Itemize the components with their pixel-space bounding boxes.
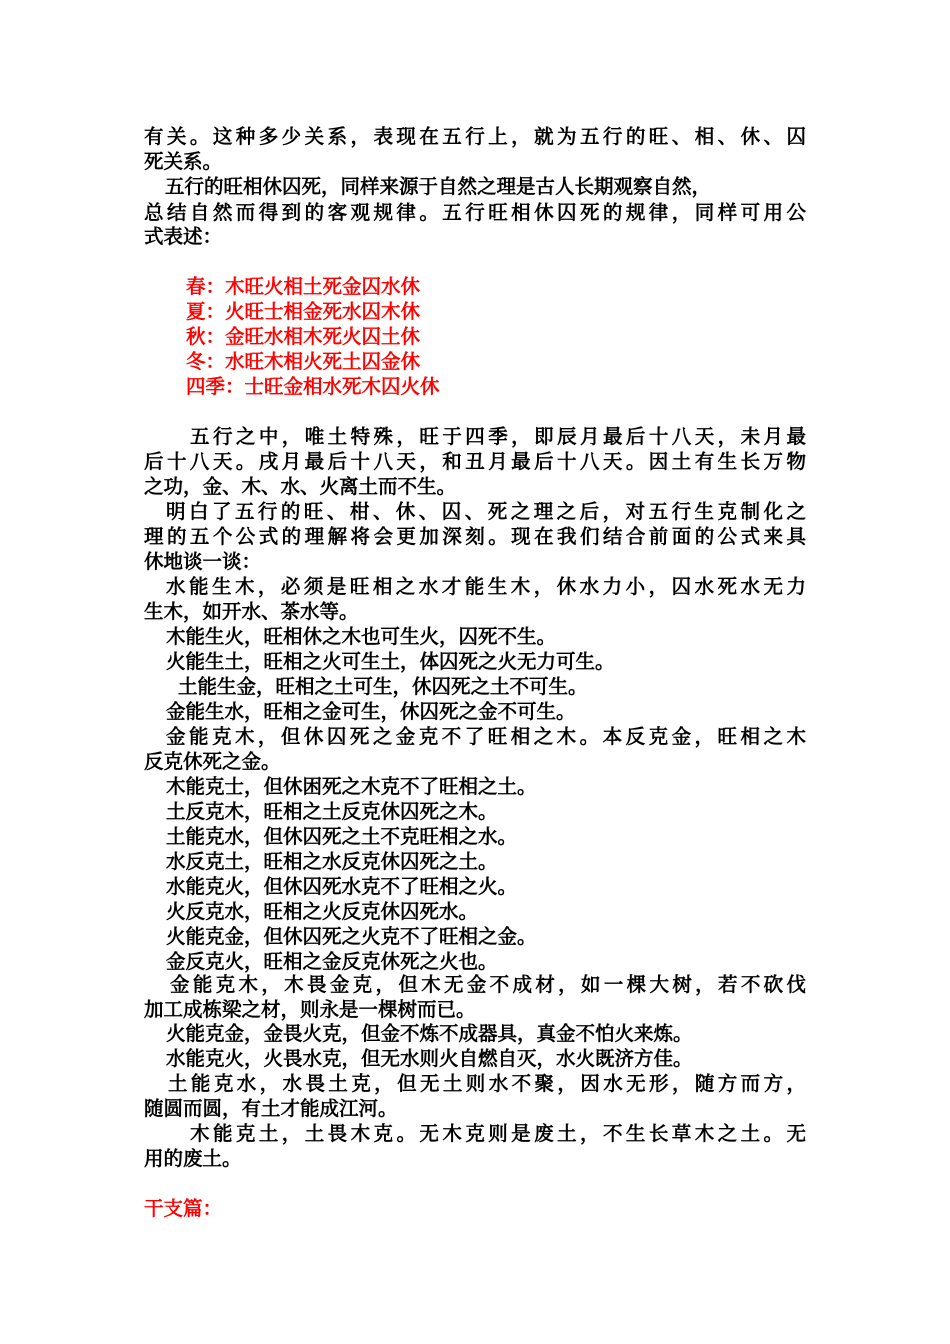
rule-line: 金能克木，但休囚死之金克不了旺相之木。本反克金，旺相之木 bbox=[166, 725, 806, 748]
rule-line: 木能克士，但休困死之木克不了旺相之土。 bbox=[166, 775, 537, 798]
rule-line: 用的废土。 bbox=[144, 1147, 242, 1170]
rule-line: 随圆而圆，有土才能成江河。 bbox=[144, 1097, 398, 1120]
rule-line: 木能克土，土畏木克。无木克则是废土，不生长草木之土。无 bbox=[190, 1122, 806, 1145]
rule-line: 火能生土，旺相之火可生土，体囚死之火无力可生。 bbox=[166, 650, 615, 673]
rule-line: 土能克水，水畏土克，但无土则水不聚，因水无形，随方而方， bbox=[168, 1072, 806, 1095]
rule-line: 反克休死之金。 bbox=[144, 750, 281, 773]
rule-line: 木能生火，旺相休之木也可生火，囚死不生。 bbox=[166, 625, 557, 648]
rule-line: 水能克火，火畏水克，但无水则火自燃自灭，水火既济方佳。 bbox=[166, 1047, 693, 1070]
rule-line: 加工成栋梁之材，则永是一棵树而已。 bbox=[144, 998, 476, 1021]
season-line-autumn: 秋：金旺水相木死火囚土休 bbox=[186, 325, 421, 348]
rule-line: 火能克金，金畏火克，但金不炼不成器具，真金不怕火来炼。 bbox=[166, 1022, 693, 1045]
rule-line: 土能克水，但休囚死之土不克旺相之水。 bbox=[166, 825, 518, 848]
rule-line: 火能克金，但休囚死之火克不了旺相之金。 bbox=[166, 925, 537, 948]
paragraph-2-line-1: 五行的旺相休囚死，同样来源于自然之理是古人长期观察自然， bbox=[165, 175, 712, 198]
rule-line: 水反克土，旺相之水反克休囚死之土。 bbox=[166, 850, 498, 873]
paragraph-1-line-2: 死关系。 bbox=[144, 150, 223, 173]
paragraph-2-line-2: 总结自然而得到的客观规律。五行旺相休囚死的规律，同样可用公 bbox=[144, 201, 806, 224]
rule-line: 金能生水，旺相之金可生，休囚死之金不可生。 bbox=[166, 700, 576, 723]
paragraph-2-line-3: 式表述： bbox=[144, 225, 223, 248]
rule-line: 水能克火，但休囚死水克不了旺相之火。 bbox=[166, 875, 518, 898]
rule-line: 土能生金，旺相之土可生，休囚死之土不可生。 bbox=[178, 675, 588, 698]
rule-line: 金能克木，木畏金克，但木无金不成材，如一棵大树，若不砍伐 bbox=[170, 973, 806, 996]
paragraph-4-line-3: 休地谈一谈： bbox=[144, 550, 262, 573]
paragraph-4-line-1: 明白了五行的旺、柑、休、囚、死之理之后，对五行生克制化之 bbox=[166, 500, 806, 523]
season-line-winter: 冬：水旺木相火死土囚金休 bbox=[186, 350, 421, 373]
rule-line: 火反克水，旺相之火反克休囚死水。 bbox=[166, 900, 479, 923]
section-heading: 干支篇： bbox=[144, 1197, 223, 1220]
season-line-spring: 春：木旺火相土死金囚水休 bbox=[186, 275, 421, 298]
paragraph-3-line-2: 后十八天。戌月最后十八天，和丑月最后十八天。因土有生长万物 bbox=[144, 450, 806, 473]
rule-line: 生木，如开水、茶水等。 bbox=[144, 600, 359, 623]
paragraph-1-line-1: 有关。这种多少关系，表现在五行上，就为五行的旺、相、休、囚 bbox=[144, 125, 806, 148]
rule-line: 土反克木，旺相之土反克休囚死之木。 bbox=[166, 800, 498, 823]
season-line-four-seasons: 四季：士旺金相水死木囚火休 bbox=[186, 375, 440, 398]
paragraph-3-line-3: 之功，金、木、水、火离土而不生。 bbox=[144, 475, 457, 498]
rule-line: 水能生木，必须是旺相之水才能生木，休水力小，囚水死水无力 bbox=[166, 575, 806, 598]
rule-line: 金反克火，旺相之金反克休死之火也。 bbox=[166, 950, 498, 973]
season-line-summer: 夏：火旺士相金死水囚木休 bbox=[186, 300, 421, 323]
paragraph-3-line-1: 五行之中，唯土特殊，旺于四季，即辰月最后十八天，未月最 bbox=[190, 425, 806, 448]
paragraph-4-line-2: 理的五个公式的理解将会更加深刻。现在我们结合前面的公式来具 bbox=[144, 525, 806, 548]
